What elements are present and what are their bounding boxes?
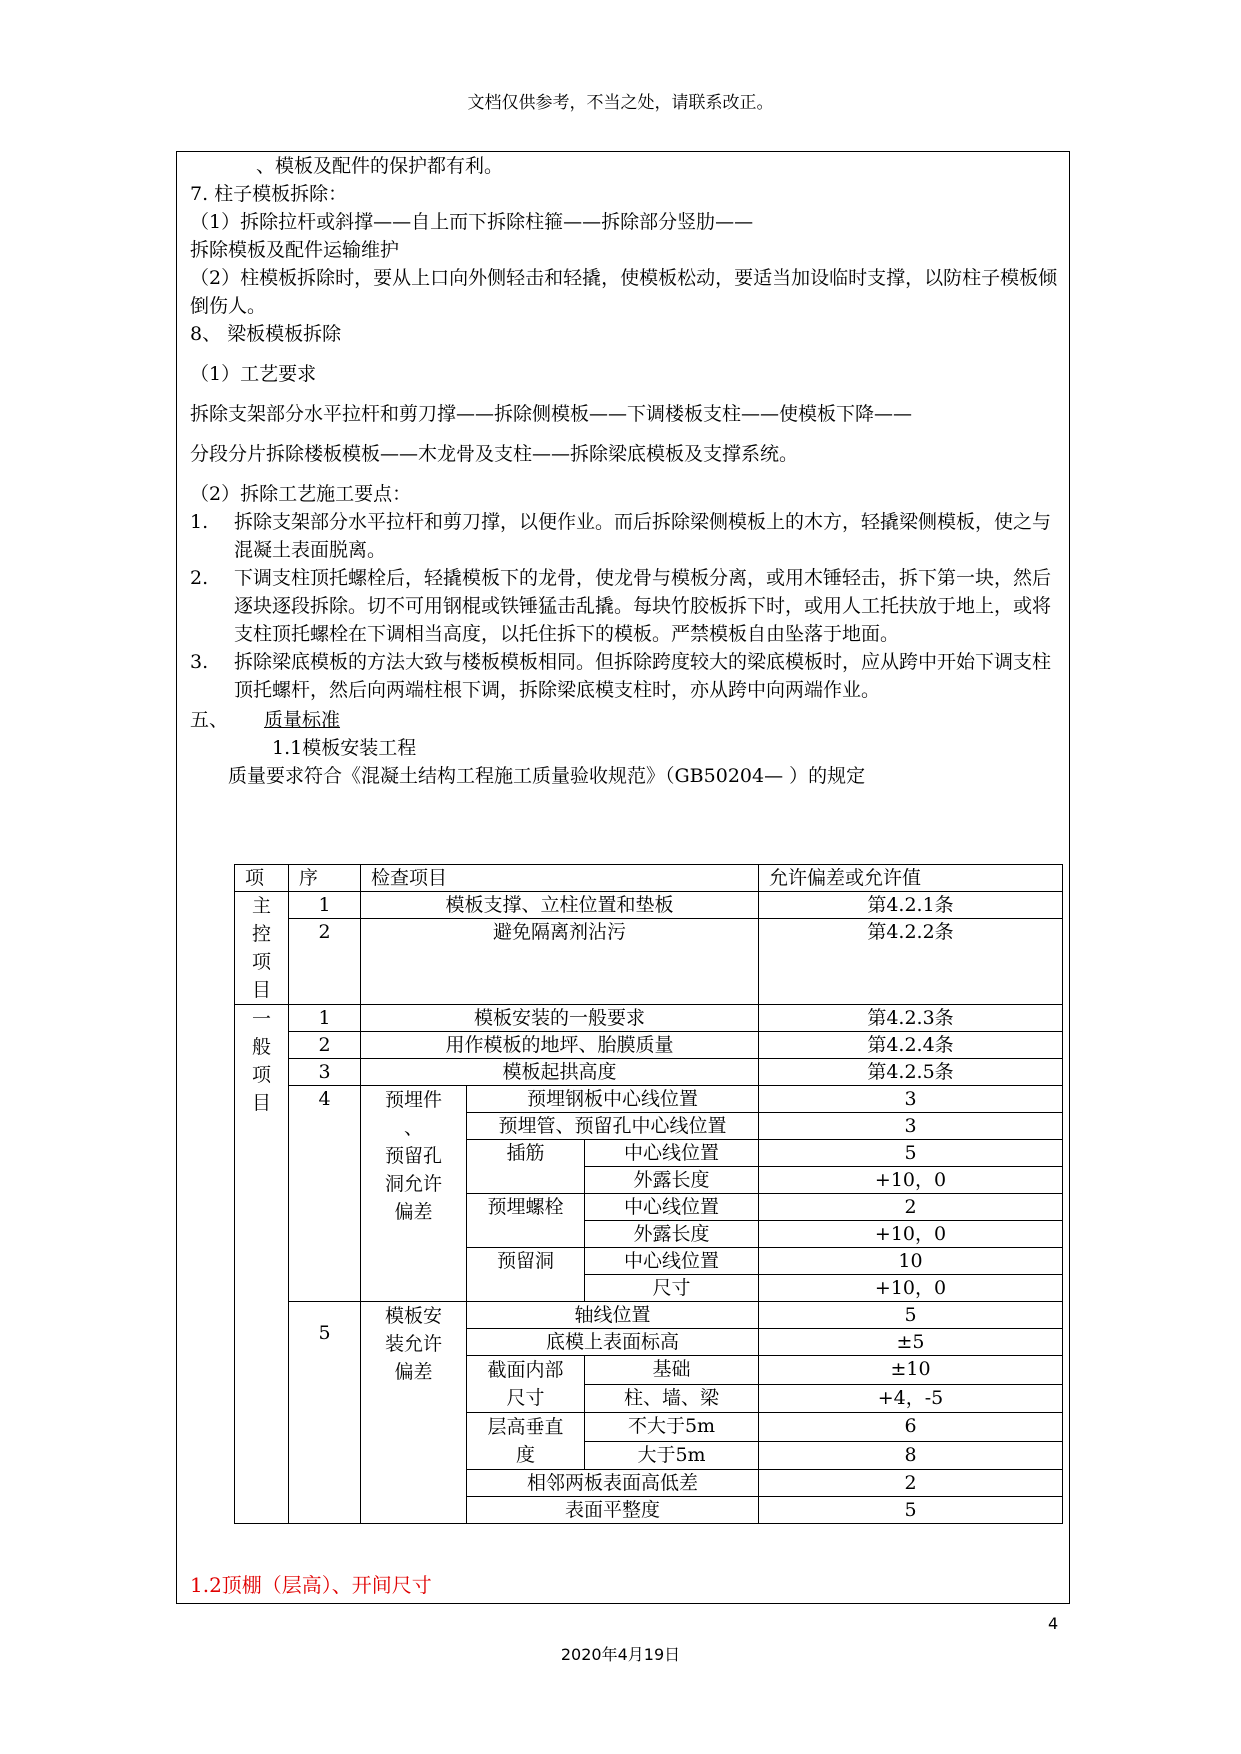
table-cell: ±10: [759, 1356, 1063, 1385]
paragraph: （1）拆除拉杆或斜撑——自上而下拆除柱箍——拆除部分竖肋——: [190, 211, 754, 233]
table-cell: 尺寸: [585, 1275, 759, 1302]
page-number: 4: [1048, 1614, 1059, 1633]
list-item: [190, 508, 1060, 564]
list-text: 拆除梁底模板的方法大致与楼板模板相同。但拆除跨度较大的梁底模板时，应从跨中开始下调支柱顶托螺杆，然后向两端柱根下调，拆除梁底模支柱时，亦从跨中向两端作业。: [234, 651, 1052, 701]
section-title: 质量标准: [264, 709, 341, 731]
list-item: [190, 648, 1060, 704]
table-row: [235, 1086, 1063, 1113]
footer-date: 2020年4月19日: [560, 1645, 681, 1664]
table-cell: 大于5m: [585, 1441, 759, 1470]
table-cell: 基础: [585, 1356, 759, 1385]
table-cell: 2: [759, 1194, 1063, 1221]
table-cell: 2: [289, 919, 361, 1005]
table-cell: 预埋管、预留孔中心线位置: [467, 1113, 759, 1140]
table-cell: 第4.2.3条: [759, 1005, 1063, 1032]
table-cell: 3: [759, 1086, 1063, 1113]
table-cell: 相邻两板表面高低差: [467, 1470, 759, 1497]
table-cell: 第4.2.1条: [759, 892, 1063, 919]
table-cell: ±5: [759, 1329, 1063, 1356]
table-row: [235, 892, 1063, 919]
sub-label-cell: 插筋: [467, 1140, 585, 1194]
table-row: [235, 919, 1063, 1005]
table-cell: 柱、墙、梁: [585, 1384, 759, 1413]
table-cell: +10，0: [759, 1221, 1063, 1248]
table-cell: 轴线位置: [467, 1302, 759, 1329]
table-row: [235, 1032, 1063, 1059]
table-cell: +10，0: [759, 1275, 1063, 1302]
category-cell: 主 控 项 目: [235, 892, 289, 1005]
table-cell: 模板支撑、立柱位置和垫板: [361, 892, 759, 919]
table-header-row: [235, 865, 1063, 892]
list-number: 2.: [190, 567, 209, 589]
subsection-title: 1.1模板安装工程: [272, 737, 417, 759]
table-cell: 第4.2.4条: [759, 1032, 1063, 1059]
table-cell: +10，0: [759, 1167, 1063, 1194]
table-cell: 5: [759, 1140, 1063, 1167]
paragraph: 拆除模板及配件运输维护: [190, 239, 400, 261]
list-number: 3.: [190, 651, 209, 673]
list-text: 下调支柱顶托螺栓后，轻撬模板下的龙骨，使龙骨与模板分离，或用木锤轻击，拆下第一块，然后逐块逐段拆除。切不可用钢棍或铁锤猛击乱撬。每块竹胶板拆下时，或用人工托扶放于地上，或将支柱顶托螺栓在下调相当高度，以托住拆下的模板。严禁模板自由坠落于地面。: [234, 567, 1052, 645]
paragraph: 分段分片拆除楼板模板——木龙骨及支柱——拆除梁底模板及支撑系统。: [190, 443, 799, 465]
document-body: [190, 152, 1060, 790]
sub-label-cell: 截面内部 尺寸: [467, 1356, 585, 1413]
table-cell: 5: [759, 1497, 1063, 1524]
sub-label-cell: 层高垂直 度: [467, 1413, 585, 1470]
table-row: [235, 1302, 1063, 1329]
paragraph: 、模板及配件的保护都有利。: [256, 155, 504, 177]
table-cell: 外露长度: [585, 1221, 759, 1248]
red-heading: 1.2顶棚（层高）、开间尺寸: [190, 1573, 432, 1597]
table-cell: 中心线位置: [585, 1140, 759, 1167]
table-cell: 5: [759, 1302, 1063, 1329]
table-cell: 10: [759, 1248, 1063, 1275]
table-cell: 外露长度: [585, 1167, 759, 1194]
table-cell: 中心线位置: [585, 1194, 759, 1221]
table-cell: 不大于5m: [585, 1413, 759, 1442]
table-cell: 表面平整度: [467, 1497, 759, 1524]
paragraph: （1）工艺要求: [190, 363, 317, 385]
header-cell: 项: [235, 865, 289, 892]
table-row: [235, 1059, 1063, 1086]
list-text: 拆除支架部分水平拉杆和剪刀撑，以便作业。而后拆除梁侧模板上的木方，轻撬梁侧模板，使之与混凝土表面脱离。: [234, 511, 1052, 561]
table-cell: 8: [759, 1441, 1063, 1470]
table-cell: 2: [289, 1032, 361, 1059]
table-cell: +4，-5: [759, 1384, 1063, 1413]
table-row: [235, 1005, 1063, 1032]
paragraph: 8、 梁板模板拆除: [190, 323, 342, 345]
table-cell: 1: [289, 1005, 361, 1032]
sub-label-cell: 预埋螺栓: [467, 1194, 585, 1248]
sub-label-cell: 预留洞: [467, 1248, 585, 1302]
requirement-text: 质量要求符合《混凝土结构工程施工质量验收规范》（GB50204— ）的规定: [228, 765, 866, 787]
category-cell: 一 般 项 目: [235, 1005, 289, 1524]
table-cell: 6: [759, 1413, 1063, 1442]
header-cell: 序: [289, 865, 361, 892]
list-item: [190, 564, 1060, 648]
table-cell: 第4.2.2条: [759, 919, 1063, 1005]
table-cell: 预埋钢板中心线位置: [467, 1086, 759, 1113]
table-cell: 中心线位置: [585, 1248, 759, 1275]
paragraph: 7. 柱子模板拆除：: [190, 183, 348, 205]
header-cell: 允许偏差或允许值: [759, 865, 1063, 892]
paragraph: 拆除支架部分水平拉杆和剪刀撑——拆除侧模板——下调楼板支柱——使模板下降——: [190, 403, 913, 425]
table-cell: 3: [759, 1113, 1063, 1140]
section-number: 五、: [190, 709, 229, 731]
table-cell: 1: [289, 892, 361, 919]
table-cell: 模板起拱高度: [361, 1059, 759, 1086]
table-cell: 2: [759, 1470, 1063, 1497]
table-cell: 模板安装的一般要求: [361, 1005, 759, 1032]
header-note: 文档仅供参考，不当之处，请联系改正。: [467, 93, 774, 113]
quality-standard-table: [234, 864, 1063, 1524]
table-cell: 用作模板的地坪、胎膜质量: [361, 1032, 759, 1059]
section-heading: [190, 706, 1060, 734]
group-label-cell: 预埋件 、 预留孔 洞允许 偏差: [361, 1086, 467, 1302]
table-cell: 5: [289, 1302, 361, 1524]
table-cell: 避免隔离剂沾污: [361, 919, 759, 1005]
table-cell: 第4.2.5条: [759, 1059, 1063, 1086]
table-cell: 4: [289, 1086, 361, 1302]
paragraph: （2）柱模板拆除时，要从上口向外侧轻击和轻撬，使模板松动，要适当加设临时支撑，以防柱子模板倾倒伤人。: [190, 267, 1058, 317]
table-cell: 3: [289, 1059, 361, 1086]
table-cell: 底模上表面标高: [467, 1329, 759, 1356]
group-label-cell: 模板安 装允许 偏差: [361, 1302, 467, 1524]
list-number: 1.: [190, 511, 209, 533]
paragraph: （2）拆除工艺施工要点：: [190, 483, 412, 505]
header-cell: 检查项目: [361, 865, 759, 892]
